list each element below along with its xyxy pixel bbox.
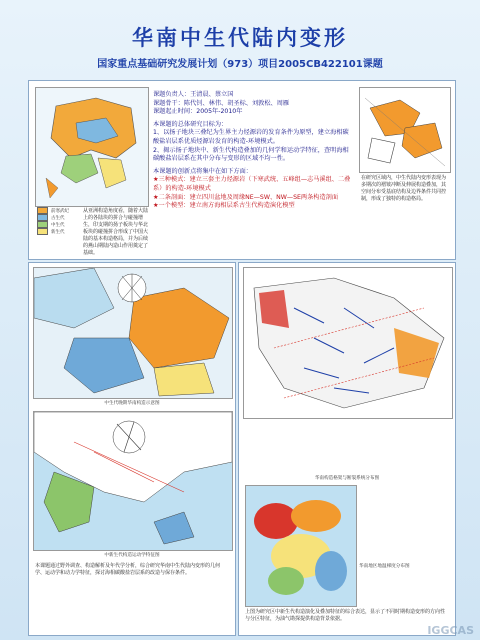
legend-item: 新生代 [37,228,81,235]
right-top-description: 在研究区域内，中生代陆内变形表现为多期次的褶皱冲断及伸展构造叠加，其空间分布受基底结构及边界条件共同控制，形成了独特的构造格局。 [361,175,447,202]
map4-caption: 华南地区地温梯度分布图 [359,564,410,569]
legend-item: 古生代 [37,214,81,221]
innovation-1: ★三种模式：建立三套主力烃源岩（下寒武统、五峰组—志马溪组、二叠系）的构造-环境模式 [153,176,351,192]
yangtze-block-map [359,87,451,173]
tectonic-kinematic-map [33,411,233,551]
page-subtitle: 国家重点基础研究发展计划（973）项目2005CB422101课题 [97,59,383,70]
geothermal-gradient-map [245,485,357,607]
middle-left-panel [28,262,236,636]
bottom-right-description: 上图为研究区中新生代构造演化及叠加特征的综合表达，显示了不同时期构造变形的方向性与分区特征，为油气勘探提供构造背景依据。 [245,609,446,622]
map3-caption: 华南构造格架与断裂系统分布图 [314,476,380,481]
project-info [153,91,353,211]
map1-caption: 中生代晚期华南构造示意图 [104,401,160,406]
map-legend [37,207,81,235]
goal-2: 2、揭示扬子地块中、新生代构造叠加的几何学和运动学特征，查明海相碳酸盐岩层系在其中分布与变形的区域不均一性。 [153,146,349,163]
asia-tectonic-map [35,87,149,207]
innovation-3: ★一个模型：建立南方海相层系古生代构造演化模型 [153,202,295,210]
south-china-structure-map [33,267,233,399]
map2-caption: 中新生代构造运动学特征图 [104,553,160,558]
innovation-2: ★二条剖面：建立四川盆地及周缘NE—SW、NW—SE两条构造剖面 [153,193,339,201]
middle-right-panel [238,262,456,636]
project-members: 课题骨干：陈代钊、林伟、胡圣标、刘敦松、周雁 [153,99,290,107]
project-leader: 课题负责人：王清晨、蔡立国 [153,91,234,98]
project-period: 课题起止时间：2005年-2010年 [153,108,243,116]
innovation-heading: 本课题的创新点将集中在如下方面： [153,167,252,175]
watermark: IGGCAS [427,624,474,637]
legend-item: 中生代 [37,221,81,228]
left-top-description: 从亚洲构造角度看，随着大陆上的各陆块的拼合与碰撞增生，印支期的扬子板块与华北板块的碰撞拼合形成了中国大陆的基本构造格局，并为后续的燕山期陆内造山作用奠定了基础。 [83,208,149,256]
legend-item: 前寒武纪 [37,207,81,214]
bottom-left-description: 本课题通过野外调查、构造解析及年代学分析，综合研究华南中生代陆内变形的几何学、运动学和动力学特征，探讨海相碳酸盐岩层系的改造与保存条件。 [35,563,221,576]
goal-1: 1、以扬子地块三叠纪为生界主力烃源岩的发育条件为原型，建立海相碳酸盐岩层系优质烃源岩发育的构造-环境模式。 [153,129,349,145]
structural-framework-map [243,267,453,419]
page-title: 华南中生代陆内变形 [132,25,348,50]
goal-heading: 本课题的总体研究目标为： [153,120,228,128]
top-panel [28,80,456,260]
